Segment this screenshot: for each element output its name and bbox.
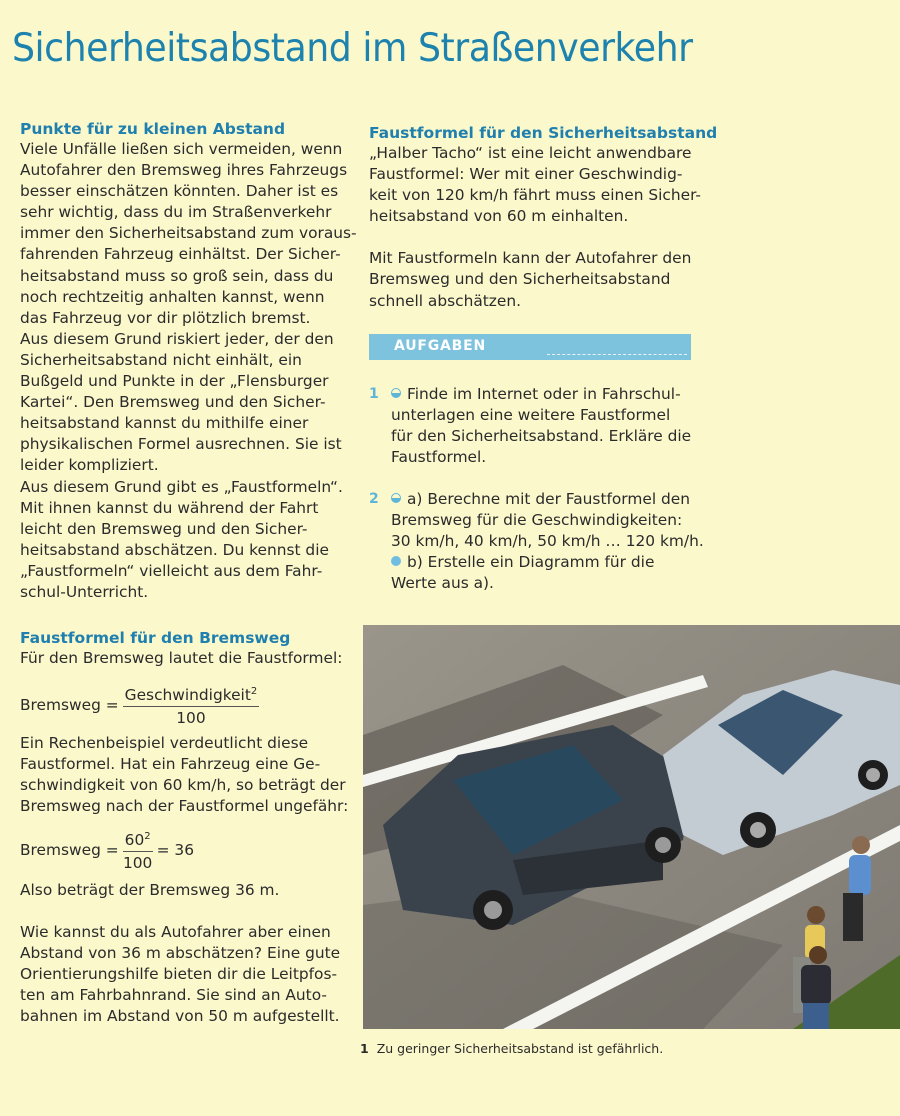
question-text [20,922,356,1027]
task-text [391,384,699,468]
left-column [20,119,356,1027]
text-line: „Halber Tacho“ ist eine leicht anwendbare [369,144,692,162]
formula-intro [20,648,356,669]
formula-fraction [123,828,153,872]
text-line: fahrenden Fahrzeug einhältst. Der Sicher- [20,245,341,264]
formula-fraction [123,683,260,727]
formula-numerator [123,683,260,707]
text-line: physikalischen Formel ausrechnen. Sie ist [20,435,342,454]
text-line: das Fahrzeug vor dir plötzlich bremst. [20,308,311,327]
section-heading-punkte: Punkte für zu kleinen Abstand [20,120,286,138]
formula-denominator: 100 [122,853,153,872]
text-line: heitsabstand kannst du mithilfe einer [20,414,309,433]
text-line: Wie kannst du als Autofahrer aber einen [20,922,331,941]
text-line: schwindigkeit von 60 km/h, so beträgt der [20,776,346,795]
text-line: besser einschätzen könnten. Daher ist es [20,182,339,201]
text-line: ten am Fahrbahnrand. Sie sind an Auto- [20,985,327,1004]
task-line-text: Finde im Internet oder in Fahrschul- [407,384,681,403]
text-line: bahnen im Abstand von 50 m aufgestellt. [20,1007,340,1025]
text-line: für den Sicherheitsabstand. Erkläre die [391,426,692,445]
text-line [391,552,699,573]
formula-result: = 36 [156,840,194,859]
formula-lhs: Bremsweg = [20,840,119,859]
text-line: immer den Sicherheitsabstand zum voraus- [20,224,357,243]
text-line: Bremsweg für die Geschwindigkeiten: [391,511,683,530]
text-line: Mit ihnen kannst du während der Fahrt [20,498,319,517]
accident-illustration [363,625,900,1029]
text-line [391,489,699,510]
text-line: Ein Rechenbeispiel verdeutlicht diese [20,734,309,753]
text-line: Faustformel. Hat ein Fahrzeug eine Ge- [20,755,321,774]
text-line: Also beträgt der Bremsweg 36 m. [20,880,280,899]
accident-photo [363,625,900,1029]
text-line: schnell abschätzen. [369,291,521,310]
text-line: schul-Unterricht. [20,582,149,601]
text-line: Werte aus a). [391,574,494,593]
task-item-2 [369,489,704,594]
text-line: Bußgeld und Punkte in der „Flensburger [20,372,329,391]
text-line: noch rechtzeitig anhalten kannst, wenn [20,287,325,306]
text-line: Für den Bremsweg lautet die Faustformel: [20,649,343,668]
numerator-exponent: 2 [250,686,258,698]
text-line: Kartei“. Den Bremsweg und den Sicher- [20,393,326,412]
text-line: leider kompliziert. [20,456,159,475]
section-text-punkte [20,139,356,603]
tasks-banner-label: AUFGABEN [394,337,487,354]
half-filled-circle-icon [391,493,401,503]
text-line: Aus diesem Grund riskiert jeder, der den [20,329,334,348]
text-line: Bremsweg nach der Faustformel ungefähr: [20,797,349,816]
text-line: sehr wichtig, dass du im Straßenverkehr [20,203,332,222]
task-text [391,489,704,594]
section-heading-sicherheitsabstand: Faustformel für den Sicherheitsabstand [369,124,718,142]
task-number: 2 [369,491,379,508]
banner-dash-line [547,354,687,355]
photo-caption [360,1041,663,1056]
task-number: 1 [369,385,379,402]
text-line: leicht den Bremsweg und den Sicher- [20,519,308,538]
text-line: Aus diesem Grund gibt es „Faustformeln“. [20,477,343,496]
task-line-text: a) Berechne mit der Faustformel den [407,490,690,509]
half-filled-circle-icon [391,388,401,398]
text-line: heitsabstand abschätzen. Du kennst die [20,540,329,559]
text-line: unterlagen eine weitere Faustformel [391,405,671,424]
section-text-faustformeln [369,248,699,311]
text-line: Autofahrer den Bremsweg ihres Fahrzeugs [20,161,348,180]
text-line: keit von 120 km/h fährt muss einen Sicher- [369,186,701,205]
formula-bremsweg [20,683,356,727]
text-line: Abstand von 36 m abschätzen? Eine gute [20,943,341,962]
text-line: Bremsweg und den Sicherheitsabstand [369,270,671,289]
example-text [20,733,356,817]
page-title: Sicherheitsabstand im Straßenverkehr [12,26,693,71]
section-text-halber-tacho [369,143,699,227]
text-line: „Faustformeln“ vielleicht aus dem Fahr- [20,561,323,580]
caption-text: Zu geringer Sicherheitsabstand ist gefährlich. [376,1041,664,1056]
formula-lhs: Bremsweg = [20,696,119,715]
formula-numerator [123,828,153,852]
numerator-text: Geschwindigkeit [124,686,251,705]
text-line: Mit Faustformeln kann der Autofahrer den [369,249,692,268]
text-line: heitsabstand von 60 m einhalten. [369,207,629,226]
text-line [391,384,699,405]
section-heading-bremsweg: Faustformel für den Bremsweg [20,629,291,648]
text-line: Sicherheitsabstand nicht einhält, ein [20,350,302,369]
right-column [369,123,718,595]
task-item-1 [369,384,699,468]
caption-number: 1 [360,1041,369,1056]
text-line: Faustformel. [391,447,487,466]
text-line: Faustformel: Wer mit einer Geschwindig- [369,165,683,184]
conclusion-text [20,880,356,901]
task-line-text: b) Erstelle ein Diagramm für die [407,553,655,572]
text-line: Viele Unfälle ließen sich vermeiden, wenn [20,140,343,158]
tasks-banner [369,334,691,360]
filled-circle-icon [391,556,401,566]
text-line: heitsabstand muss so groß sein, dass du [20,266,334,285]
numerator-text: 60 [124,830,145,849]
text-line: 30 km/h, 40 km/h, 50 km/h … 120 km/h. [391,532,704,551]
formula-example [20,828,356,872]
text-line: Orientierungshilfe bieten dir die Leitpfos- [20,964,338,983]
formula-denominator: 100 [176,709,206,728]
numerator-exponent: 2 [144,830,151,842]
